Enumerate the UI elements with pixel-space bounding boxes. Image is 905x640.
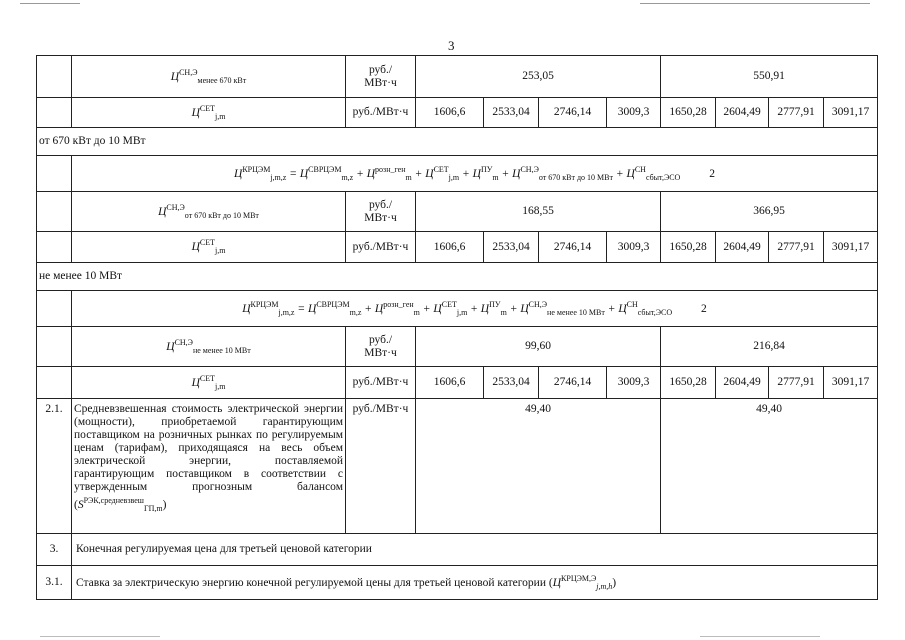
table-row [37, 192, 878, 232]
value-cell: 2604,49 [716, 367, 769, 399]
value-cell: 1606,6 [416, 98, 484, 128]
table-row [37, 263, 878, 291]
unit-cell: руб./ МВт·ч [346, 56, 416, 98]
unit-cell: руб./МВт·ч [346, 98, 416, 128]
value-cell: 253,05 [416, 56, 661, 98]
unit-cell: руб./МВт·ч [346, 399, 416, 534]
value-cell: 168,55 [416, 192, 661, 232]
value-cell: 3091,17 [824, 367, 878, 399]
table-row [37, 291, 878, 327]
scan-bottom-line-right [700, 636, 820, 637]
unit-cell: руб./МВт·ч [346, 232, 416, 263]
scan-top-line-right [640, 3, 870, 4]
formula-cell: $Ц^{КРЦЭМ}_{j,m,z} = Ц^{СВРЦЭМ}_{m,z} + Ц^{розн\_ген}_m + Ц^{СЕТ}_{j,m} + Ц^{ПУ}_m + Ц^{СН,Э}_{от 670 кВт до 10 МВт} + Ц^{СН}_{сбыт,ЭСО}$ 2 [72, 156, 878, 192]
unit-cell: руб./ МВт·ч [346, 192, 416, 232]
value-cell: 2604,49 [716, 232, 769, 263]
value-cell: 3009,3 [607, 98, 661, 128]
section-heading: от 670 кВт до 10 МВт [37, 128, 878, 156]
value-cell: 49,40 [661, 399, 878, 534]
scan-top-line-left [20, 3, 80, 4]
table-row [37, 534, 878, 566]
value-cell: 2777,91 [769, 367, 824, 399]
row-number: 3.1. [37, 566, 72, 600]
table-row [37, 327, 878, 367]
value-cell: 1650,28 [661, 367, 716, 399]
table-row [37, 56, 878, 98]
value-cell: 3009,3 [607, 232, 661, 263]
cn-10-label: $Ц^{СН,Э}_{не менее 10 МВт}$ [72, 327, 346, 367]
value-cell: 1650,28 [661, 98, 716, 128]
value-cell: 99,60 [416, 327, 661, 367]
value-cell: 2777,91 [769, 232, 824, 263]
table-row [37, 367, 878, 399]
value-cell: 550,91 [661, 56, 878, 98]
table-row [37, 566, 878, 600]
formula-ref: 2 [709, 167, 715, 180]
section-heading: не менее 10 МВт [37, 263, 878, 291]
table-row [37, 128, 878, 156]
value-cell: 366,95 [661, 192, 878, 232]
value-cell: 2746,14 [539, 232, 607, 263]
table-row [37, 98, 878, 128]
value-cell: 2533,04 [484, 232, 539, 263]
value-cell: 3009,3 [607, 367, 661, 399]
value-cell: 2746,14 [539, 367, 607, 399]
value-cell: 3091,17 [824, 98, 878, 128]
unit-cell: руб./ МВт·ч [346, 327, 416, 367]
row-2-1-text: Средневзвешенная стоимость электрической энергии (мощности), приобретаемой гарантирующим поставщиком на розничных рынках по регулируемым ценам (тарифам), приходящаяся на весь объем электрической энергии, поставляемой гарантирующим поставщиком в соответствии с утвержденным прогнозным балансом $(S^{РЭК,средневзвеш}_{ГП,m})$ [72, 399, 346, 534]
unit-cell: руб./МВт·ч [346, 367, 416, 399]
table-row [37, 232, 878, 263]
cset-label: $Ц^{СЕТ}_{j,m}$ [72, 98, 346, 128]
value-cell: 216,84 [661, 327, 878, 367]
table-row [37, 156, 878, 192]
tariff-table [36, 55, 878, 600]
value-cell: 2533,04 [484, 98, 539, 128]
cn-670-10-label: $Ц^{СН,Э}_{от 670 кВт до 10 МВт}$ [72, 192, 346, 232]
value-cell: 2746,14 [539, 98, 607, 128]
value-cell: 2777,91 [769, 98, 824, 128]
formula-cell: $Ц^{КРЦЭМ}_{j,m,z} = Ц^{СВРЦЭМ}_{m,z} + Ц^{розн\_ген}_m + Ц^{СЕТ}_{j,m} + Ц^{ПУ}_m + Ц^{СН,Э}_{не менее 10 МВт} + Ц^{СН}_{сбыт,ЭСО}$ 2 [72, 291, 878, 327]
row-3-1-text: Ставка за электрическую энергию конечной регулируемой цены для третьей ценовой категории $(Ц^{КРЦЭМ,Э}_{j,m,h})$ [72, 566, 878, 600]
value-cell: 2604,49 [716, 98, 769, 128]
value-cell: 1650,28 [661, 232, 716, 263]
row-number: 2.1. [37, 399, 72, 534]
cn-less670-label: $Ц^{СН,Э}_{менее 670 кВт}$ [72, 56, 346, 98]
value-cell: 1606,6 [416, 367, 484, 399]
value-cell: 2533,04 [484, 367, 539, 399]
cset-label: $Ц^{СЕТ}_{j,m}$ [72, 232, 346, 263]
value-cell: 3091,17 [824, 232, 878, 263]
row-3-text: Конечная регулируемая цена для третьей ценовой категории [72, 534, 878, 566]
scan-bottom-line-left [40, 636, 160, 637]
row-number: 3. [37, 534, 72, 566]
page-number: 3 [448, 38, 455, 53]
formula-ref: 2 [701, 302, 707, 315]
table-row [37, 399, 878, 534]
cset-label: $Ц^{СЕТ}_{j,m}$ [72, 367, 346, 399]
value-cell: 49,40 [416, 399, 661, 534]
value-cell: 1606,6 [416, 232, 484, 263]
